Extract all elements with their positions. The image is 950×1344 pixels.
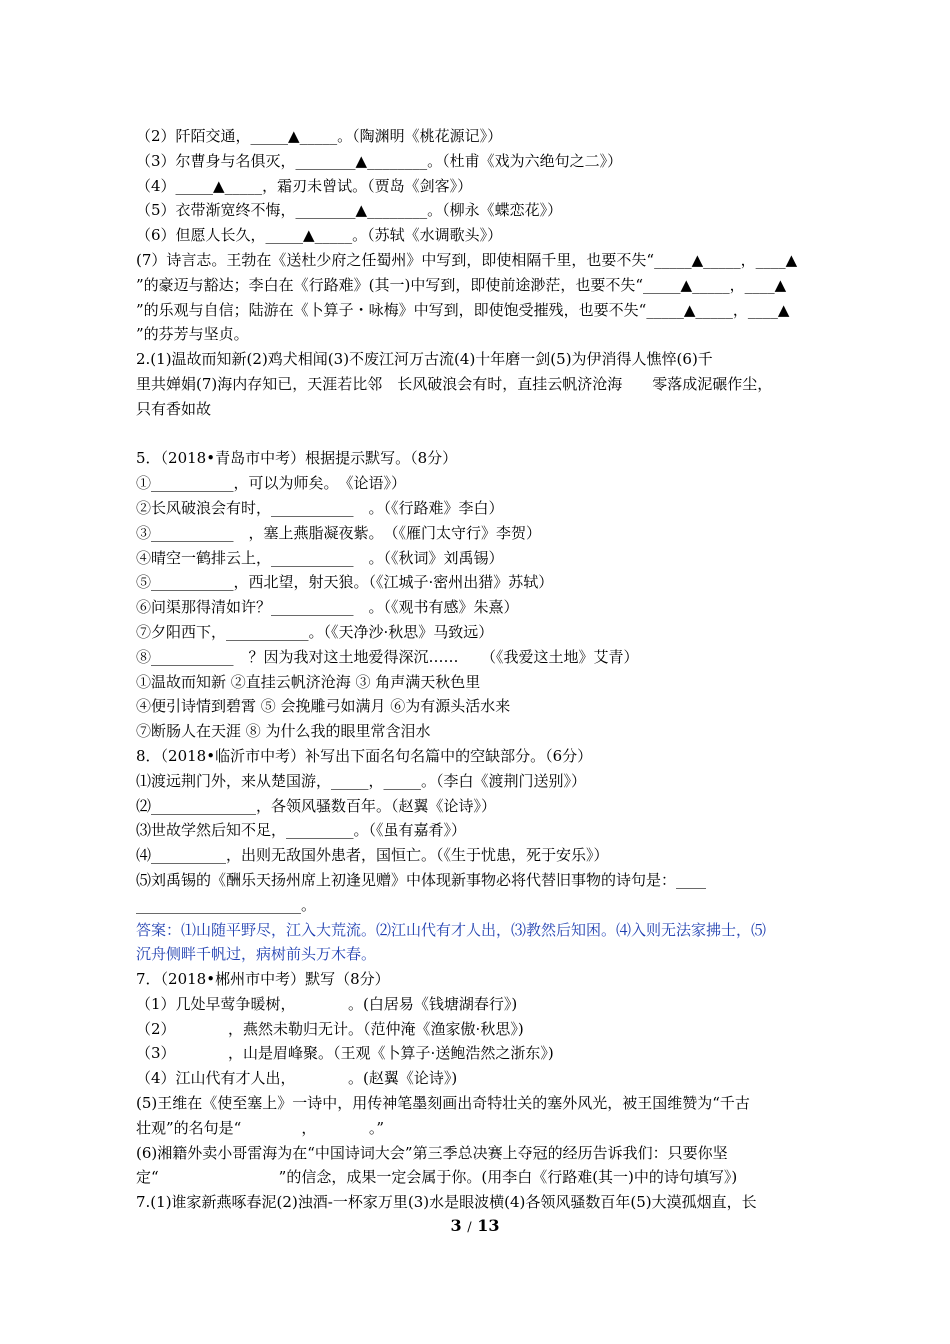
answer-line: 只有香如故 [136,399,212,418]
text-line: ②长风破浪会有时，___________ 。（《行路难》李白） [136,498,504,517]
text-line: （3）尔曹身与名俱灭，________▲________。（杜甫《戏为六绝句之二》） [136,151,623,170]
text-line: （6）但愿人长久，_____▲_____。（苏轼《水调歌头》） [136,226,503,245]
text-line: （2） ，燕然未勒归无计。（范仲淹《渔家傲·秋思》) [136,1019,524,1038]
text-line: ⑦夕阳西下，___________。（《天净沙·秋思》马致远） [136,622,494,641]
answer-line: ①温故而知新 ②直挂云帆济沧海 ③ 角声满天秋色里 [136,672,481,691]
answer-line: 2.(1)温故而知新(2)鸡犬相闻(3)不废江河万古流(4)十年磨一剑(5)为伊消得人憔悴(6)千 [136,350,713,369]
text-line: ⑥问渠那得清如许？___________ 。（《观书有感》朱熹） [136,598,519,617]
text-line: 定“ ”的信念，成果一定会属于你。(用李白《行路难(其一)中的诗句填写》) [136,1168,738,1187]
text-line: ”的豪迈与豁达；李白在《行路难》(其一)中写到，即使前途渺茫，也要不失“_____▲_____，____▲ [136,275,787,294]
text-line: 壮观”的名句是“ ， 。” [136,1118,385,1137]
text-line: （3） ，山是眉峰聚。（王观《卜算子·送鲍浩然之浙东》) [136,1044,554,1063]
question-heading: 7．（2018•郴州市中考）默写（8分） [136,970,390,989]
text-line: (7）诗言志。王勃在《送杜少府之任蜀州》中写到，即使相隔千里，也要不失“_____▲_____，____▲ [136,250,798,269]
page-number-separator: / [467,1220,472,1235]
page-number-total: 13 [477,1216,500,1235]
page-content [136,124,826,1215]
text-line: ④晴空一鹤排云上，___________ 。（《秋词》刘禹锡） [136,548,504,567]
answer-line: 7.(1)谁家新燕啄春泥(2)浊酒-一杯家万里(3)水是眼波横(4)各领风骚数百年(5)大漠孤烟直，长 [136,1193,757,1212]
text-line: （4）_____▲_____，霜刃未曾试。（贾岛《剑客》） [136,176,473,195]
text-line: ⑶世故学然后知不足，_________。（《虽有嘉肴》） [136,821,467,840]
text-line: (6)湘籍外卖小哥雷海为在“中国诗词大会”第三季总决赛上夺冠的经历告诉我们：只要你坚 [136,1143,728,1162]
question-heading: 5．（2018•青岛市中考）根据提示默写。（8分） [136,449,458,468]
answer-line: 里共婵娟(7)海内存知已，天涯若比邻 长风破浪会有时，直挂云帆济沧海 零落成泥碾作尘， [136,374,773,393]
answer-line: 沉舟侧畔千帆过，病树前头万木春。 [136,945,377,964]
text-line: ”的芬芳与坚贞。 [136,325,249,344]
text-line: ⑤___________，西北望，射天狼。（《江城子·密州出猎》苏轼） [136,573,554,592]
answer-line: 答案：⑴山随平野尽，江入大荒流。⑵江山代有才人出，⑶教然后知困。⑷入则无法家拂士，⑸ [136,920,767,939]
question-heading: 8．（2018•临沂市中考）补写出下面名句名篇中的空缺部分。（6分） [136,746,593,765]
text-line: ⑷__________，出则无敌国外患者，国恒亡。（《生于忧患，死于安乐》） [136,846,609,865]
text-line: ______________________。 [136,895,317,914]
text-line: ①___________，可以为师矣。 《论语》） [136,474,407,493]
text-line: ”的乐观与自信；陆游在《卜算子・咏梅》中写到，即使饱受摧残，也要不失“_____▲_____，____▲ [136,300,790,319]
text-line: (5)王维在《使至塞上》一诗中，用传神笔墨刻画出奇特壮关的塞外风光，被王国维赞为“千古 [136,1094,750,1113]
text-line: （2）阡陌交通，_____▲_____。（陶渊明《桃花源记》） [136,127,503,145]
text-line: （5）衣带渐宽终不悔，________▲________。（柳永《蝶恋花》） [136,201,563,220]
text-line: （1）几处早莺争暖树， 。(白居易《钱塘湖春行》) [136,994,518,1013]
text-line: （4）江山代有才人出， 。(赵翼《论诗》) [136,1069,458,1088]
text-line: ③___________ ，塞上燕脂凝夜紫。 （《雁门太守行》李贺） [136,523,542,542]
answer-line: ⑦断肠人在天涯 ⑧ 为什么我的眼里常含泪水 [136,722,431,741]
blank-line [136,422,826,447]
text-line: ⑧___________ ？因为我对这土地爱得深沉…… （《我爱这土地》艾青） [136,647,639,666]
text-line: ⑴渡远荆门外，来从楚国游，_____，_____。（李白《渡荆门送别》） [136,771,587,790]
page-number-current: 3 [450,1216,462,1235]
answer-line: ④便引诗情到碧霄 ⑤ 会挽雕弓如满月 ⑥为有源头活水来 [136,697,511,716]
text-line: ⑵______________，各领风骚数百年。（赵翼《论诗》） [136,796,497,815]
text-line: ⑸刘禹锡的《酬乐天扬州席上初逢见赠》中体现新事物必将代替旧事物的诗句是：____ [136,870,707,889]
page-footer [0,1216,950,1235]
